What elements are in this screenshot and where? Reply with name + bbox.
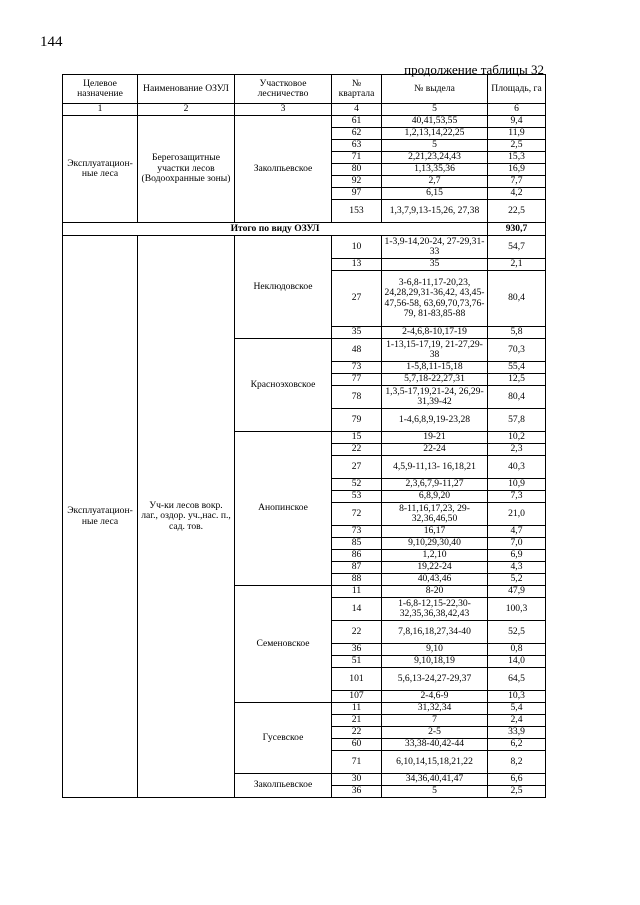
plot-cell: 35 [382, 259, 488, 271]
quarter-cell: 22 [332, 621, 382, 644]
plot-cell: 1,3,7,9,13-15,26, 27,38 [382, 200, 488, 223]
quarter-cell: 10 [332, 236, 382, 259]
quarter-cell: 77 [332, 374, 382, 386]
plot-cell: 31,32,34 [382, 703, 488, 715]
area-cell: 6,6 [488, 774, 546, 786]
area-cell: 22,5 [488, 200, 546, 223]
area-cell: 5,2 [488, 574, 546, 586]
area-cell: 21,0 [488, 503, 546, 526]
plot-cell: 2-4,6-9 [382, 691, 488, 703]
plot-cell: 8-20 [382, 586, 488, 598]
forestry-cell: Заколпьевское [235, 116, 332, 223]
area-cell: 2,4 [488, 715, 546, 727]
area-cell: 2,1 [488, 259, 546, 271]
plot-cell: 19,22-24 [382, 562, 488, 574]
quarter-cell: 73 [332, 362, 382, 374]
quarter-cell: 15 [332, 432, 382, 444]
forestry-cell: Красноэховское [235, 339, 332, 432]
plot-cell: 7,8,16,18,27,34-40 [382, 621, 488, 644]
area-cell: 47,9 [488, 586, 546, 598]
area-cell: 14,0 [488, 656, 546, 668]
forest-table [62, 74, 546, 798]
quarter-cell: 27 [332, 456, 382, 479]
total-row [63, 223, 546, 236]
plot-cell: 1,2,10 [382, 550, 488, 562]
plot-cell: 40,43,46 [382, 574, 488, 586]
quarter-cell: 153 [332, 200, 382, 223]
table-row [63, 116, 546, 128]
quarter-cell: 21 [332, 715, 382, 727]
quarter-cell: 86 [332, 550, 382, 562]
plot-cell: 22-24 [382, 444, 488, 456]
plot-cell: 1-4,6,8,9,19-23,28 [382, 409, 488, 432]
plot-cell: 1,3,5-17,19,21-24, 26,29-31,39-42 [382, 386, 488, 409]
plot-cell: 6,15 [382, 188, 488, 200]
quarter-cell: 88 [332, 574, 382, 586]
ozul-cell: Берегозащитные участки лесов (Водоохранные зоны) [138, 116, 235, 223]
header-purpose: Целевое назначение [63, 75, 138, 104]
area-cell: 9,4 [488, 116, 546, 128]
quarter-cell: 53 [332, 491, 382, 503]
plot-cell: 5,6,13-24,27-29,37 [382, 668, 488, 691]
column-number: 2 [138, 104, 235, 116]
column-number: 1 [63, 104, 138, 116]
quarter-cell: 62 [332, 128, 382, 140]
forestry-cell: Семеновское [235, 586, 332, 703]
plot-cell: 5 [382, 140, 488, 152]
plot-cell: 2-5 [382, 727, 488, 739]
area-cell: 8,2 [488, 751, 546, 774]
quarter-cell: 52 [332, 479, 382, 491]
plot-cell: 2,7 [382, 176, 488, 188]
area-cell: 10,3 [488, 691, 546, 703]
quarter-cell: 35 [332, 327, 382, 339]
quarter-cell: 11 [332, 586, 382, 598]
area-cell: 2,3 [488, 444, 546, 456]
plot-cell: 6,10,14,15,18,21,22 [382, 751, 488, 774]
plot-cell: 33,38-40,42-44 [382, 739, 488, 751]
header-ozul: Наименование ОЗУЛ [138, 75, 235, 104]
quarter-cell: 78 [332, 386, 382, 409]
area-cell: 100,3 [488, 598, 546, 621]
plot-cell: 3-6,8-11,17-20,23, 24,28,29,31-36,42, 43,45-47,56-58, 63,69,70,73,76-79, 81-83,85-88 [382, 271, 488, 327]
plot-cell: 1-5,8,11-15,18 [382, 362, 488, 374]
area-cell: 11,9 [488, 128, 546, 140]
plot-cell: 19-21 [382, 432, 488, 444]
purpose-cell: Эксплуатацион-ные леса [63, 116, 138, 223]
quarter-cell: 85 [332, 538, 382, 550]
quarter-cell: 101 [332, 668, 382, 691]
table-continuation-caption: продолжение таблицы 32 [404, 62, 544, 77]
area-cell: 80,4 [488, 271, 546, 327]
column-number: 4 [332, 104, 382, 116]
area-cell: 7,7 [488, 176, 546, 188]
quarter-cell: 79 [332, 409, 382, 432]
area-cell: 64,5 [488, 668, 546, 691]
quarter-cell: 107 [332, 691, 382, 703]
quarter-cell: 63 [332, 140, 382, 152]
forestry-cell: Заколпьевское [235, 774, 332, 798]
quarter-cell: 71 [332, 152, 382, 164]
area-cell: 52,5 [488, 621, 546, 644]
area-cell: 5,8 [488, 327, 546, 339]
area-cell: 2,5 [488, 786, 546, 798]
quarter-cell: 71 [332, 751, 382, 774]
quarter-cell: 36 [332, 786, 382, 798]
column-number: 5 [382, 104, 488, 116]
area-cell: 6,2 [488, 739, 546, 751]
quarter-cell: 60 [332, 739, 382, 751]
plot-cell: 1-3,9-14,20-24, 27-29,31-33 [382, 236, 488, 259]
header-forestry: Участковое лесничество [235, 75, 332, 104]
quarter-cell: 11 [332, 703, 382, 715]
plot-cell: 2,3,6,7,9-11,27 [382, 479, 488, 491]
plot-cell: 2,21,23,24,43 [382, 152, 488, 164]
plot-cell: 1-13,15-17,19, 21-27,29-38 [382, 339, 488, 362]
quarter-cell: 92 [332, 176, 382, 188]
purpose-cell: Эксплуатацион-ные леса [63, 236, 138, 798]
plot-cell: 5 [382, 786, 488, 798]
plot-cell: 9,10 [382, 644, 488, 656]
plot-cell: 9,10,29,30,40 [382, 538, 488, 550]
total-label: Итого по виду ОЗУЛ [63, 223, 488, 236]
area-cell: 5,4 [488, 703, 546, 715]
area-cell: 4,3 [488, 562, 546, 574]
plot-cell: 6,8,9,20 [382, 491, 488, 503]
ozul-cell: Уч-ки лесов вокр. лаг., оздор. уч.,нас. п., сад. тов. [138, 236, 235, 798]
plot-cell: 9,10,18,19 [382, 656, 488, 668]
plot-cell: 1,2,13,14,22,25 [382, 128, 488, 140]
area-cell: 6,9 [488, 550, 546, 562]
total-value: 930,7 [488, 223, 546, 236]
plot-cell: 1-6,8-12,15-22,30- 32,35,36,38,42,43 [382, 598, 488, 621]
header-plot: № выдела [382, 75, 488, 104]
area-cell: 12,5 [488, 374, 546, 386]
area-cell: 15,3 [488, 152, 546, 164]
forestry-cell: Неклюдовское [235, 236, 332, 339]
quarter-cell: 73 [332, 526, 382, 538]
quarter-cell: 48 [332, 339, 382, 362]
area-cell: 10,2 [488, 432, 546, 444]
quarter-cell: 61 [332, 116, 382, 128]
quarter-cell: 51 [332, 656, 382, 668]
area-cell: 2,5 [488, 140, 546, 152]
area-cell: 10,9 [488, 479, 546, 491]
quarter-cell: 30 [332, 774, 382, 786]
quarter-cell: 72 [332, 503, 382, 526]
quarter-cell: 97 [332, 188, 382, 200]
area-cell: 70,3 [488, 339, 546, 362]
area-cell: 33,9 [488, 727, 546, 739]
area-cell: 4,2 [488, 188, 546, 200]
quarter-cell: 13 [332, 259, 382, 271]
quarter-cell: 36 [332, 644, 382, 656]
page-number: 144 [40, 34, 63, 50]
quarter-cell: 87 [332, 562, 382, 574]
area-cell: 7,3 [488, 491, 546, 503]
area-cell: 40,3 [488, 456, 546, 479]
plot-cell: 2-4,6,8-10,17-19 [382, 327, 488, 339]
quarter-cell: 14 [332, 598, 382, 621]
area-cell: 7,0 [488, 538, 546, 550]
forestry-cell: Анопинское [235, 432, 332, 586]
plot-cell: 4,5,9-11,13- 16,18,21 [382, 456, 488, 479]
quarter-cell: 22 [332, 727, 382, 739]
area-cell: 57,8 [488, 409, 546, 432]
quarter-cell: 80 [332, 164, 382, 176]
area-cell: 16,9 [488, 164, 546, 176]
plot-cell: 40,41,53,55 [382, 116, 488, 128]
area-cell: 55,4 [488, 362, 546, 374]
area-cell: 54,7 [488, 236, 546, 259]
quarter-cell: 22 [332, 444, 382, 456]
area-cell: 4,7 [488, 526, 546, 538]
plot-cell: 5,7,18-22,27,31 [382, 374, 488, 386]
plot-cell: 8-11,16,17,23, 29-32,36,46,50 [382, 503, 488, 526]
header-quarter: № квартала [332, 75, 382, 104]
plot-cell: 1,13,35,36 [382, 164, 488, 176]
area-cell: 80,4 [488, 386, 546, 409]
plot-cell: 16,17 [382, 526, 488, 538]
header-area: Площадь, га [488, 75, 546, 104]
area-cell: 0,8 [488, 644, 546, 656]
table-row [63, 236, 546, 259]
column-number: 6 [488, 104, 546, 116]
column-number-row [63, 104, 546, 116]
header-row [63, 75, 546, 104]
plot-cell: 34,36,40,41,47 [382, 774, 488, 786]
forestry-cell: Гусевское [235, 703, 332, 774]
quarter-cell: 27 [332, 271, 382, 327]
column-number: 3 [235, 104, 332, 116]
plot-cell: 7 [382, 715, 488, 727]
